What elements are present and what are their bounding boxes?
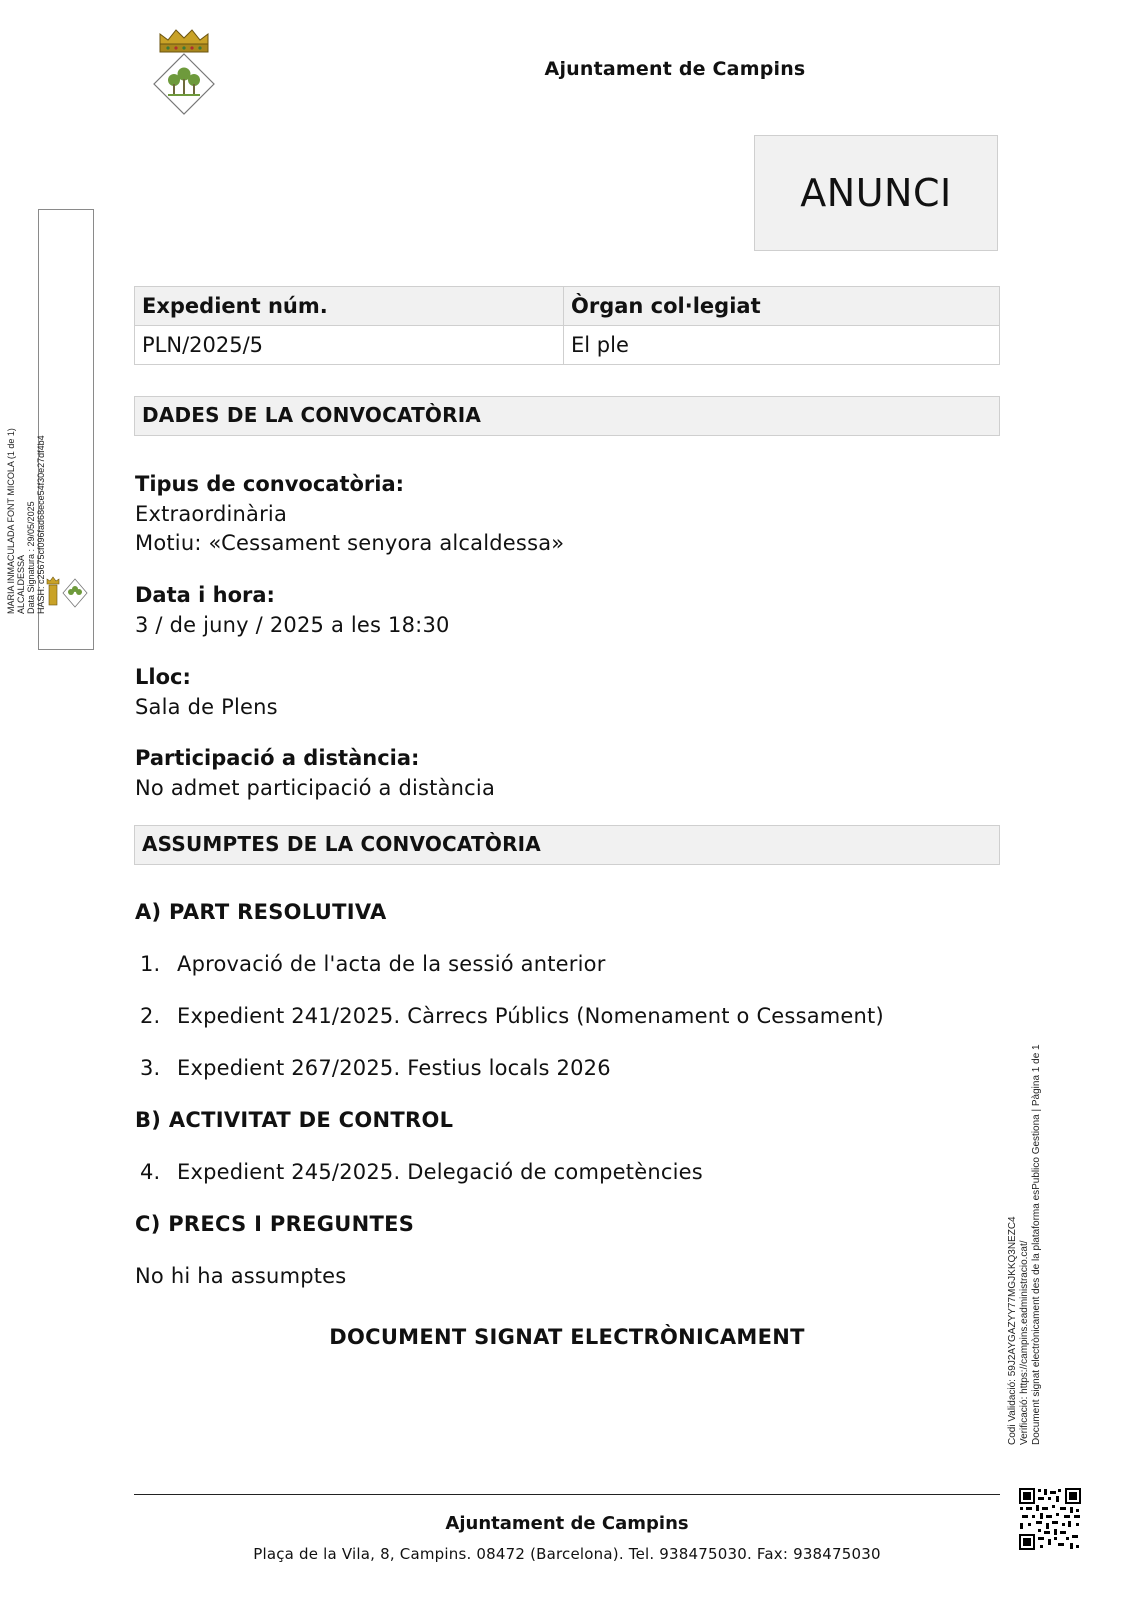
expedient-header: Expedient núm. bbox=[135, 287, 564, 326]
part-a-title: A) PART RESOLUTIVA bbox=[135, 900, 387, 924]
participacio-value: No admet participació a distància bbox=[135, 776, 496, 800]
stamp-crest-icon bbox=[45, 576, 89, 610]
validation-info bbox=[1007, 1044, 1047, 1445]
item-text: Expedient 267/2025. Festius locals 2026 bbox=[177, 1056, 611, 1080]
list-item bbox=[140, 1004, 884, 1028]
signed-electronically-note: DOCUMENT SIGNAT ELECTRÒNICAMENT bbox=[329, 1325, 805, 1349]
item-number: 4. bbox=[140, 1160, 161, 1184]
municipal-crest-logo bbox=[150, 24, 218, 116]
signature-date: Data Signatura : 29/05/2025 bbox=[26, 501, 36, 614]
motiu-text: Motiu: «Cessament senyora alcaldessa» bbox=[135, 531, 565, 555]
table-header-row bbox=[135, 287, 1000, 326]
table-row bbox=[135, 326, 1000, 365]
data-hora-label: Data i hora: bbox=[135, 583, 275, 607]
expedient-table bbox=[134, 286, 1000, 365]
list-item bbox=[140, 1056, 611, 1080]
organ-header: Òrgan col·legiat bbox=[564, 287, 1000, 326]
platform-note: Document signat electrònicament des de la plataforma esPublico Gestiona | Pàgina 1 de 1 bbox=[1031, 1044, 1042, 1445]
section-heading-dades: DADES DE LA CONVOCATÒRIA bbox=[134, 396, 1000, 436]
organ-value: El ple bbox=[564, 326, 1000, 365]
verification-url[interactable]: Verificació: https://campins.eadministracio.cat/ bbox=[1019, 1240, 1030, 1445]
part-b-title: B) ACTIVITAT DE CONTROL bbox=[135, 1108, 454, 1132]
part-c-text: No hi ha assumptes bbox=[135, 1264, 347, 1288]
header-title: Ajuntament de Campins bbox=[544, 58, 806, 80]
item-text: Expedient 245/2025. Delegació de competències bbox=[177, 1160, 703, 1184]
item-number: 1. bbox=[140, 952, 161, 976]
data-hora-value: 3 / de juny / 2025 a les 18:30 bbox=[135, 613, 450, 637]
section-heading-assumptes: ASSUMPTES DE LA CONVOCATÒRIA bbox=[134, 825, 1000, 865]
signature-stamp-text bbox=[6, 254, 52, 614]
participacio-label: Participació a distància: bbox=[135, 746, 420, 770]
footer-address: Plaça de la Vila, 8, Campins. 08472 (Barcelona). Tel. 938475030. Fax: 938475030 bbox=[253, 1545, 881, 1563]
part-c-title: C) PRECS I PREGUNTES bbox=[135, 1212, 415, 1236]
tipus-label: Tipus de convocatòria: bbox=[135, 472, 405, 496]
list-item bbox=[140, 1160, 703, 1184]
item-number: 2. bbox=[140, 1004, 161, 1028]
list-item bbox=[140, 952, 606, 976]
signatory-name: MARIA INMACULADA FONT MICOLA (1 de 1) bbox=[6, 428, 16, 614]
signature-hash: HASH: c25675cf096fad68ece54f30e27df4b4 bbox=[36, 435, 46, 614]
footer-divider bbox=[134, 1494, 1000, 1495]
lloc-label: Lloc: bbox=[135, 665, 191, 689]
expedient-number: PLN/2025/5 bbox=[135, 326, 564, 365]
item-text: Aprovació de l'acta de la sessió anterior bbox=[177, 952, 606, 976]
item-text: Expedient 241/2025. Càrrecs Públics (Nomenament o Cessament) bbox=[177, 1004, 884, 1028]
tipus-value: Extraordinària bbox=[135, 502, 288, 526]
footer-title: Ajuntament de Campins bbox=[445, 1513, 689, 1534]
signatory-role: ALCALDESSA bbox=[16, 554, 26, 614]
qr-code[interactable] bbox=[1018, 1487, 1082, 1551]
lloc-value: Sala de Plens bbox=[135, 695, 278, 719]
validation-code: Codi Validació: 59J2AYGAZYY77MGJKKQ3NEZC4 bbox=[1007, 1216, 1018, 1445]
document-type-box: ANUNCI bbox=[754, 135, 998, 251]
item-number: 3. bbox=[140, 1056, 161, 1080]
